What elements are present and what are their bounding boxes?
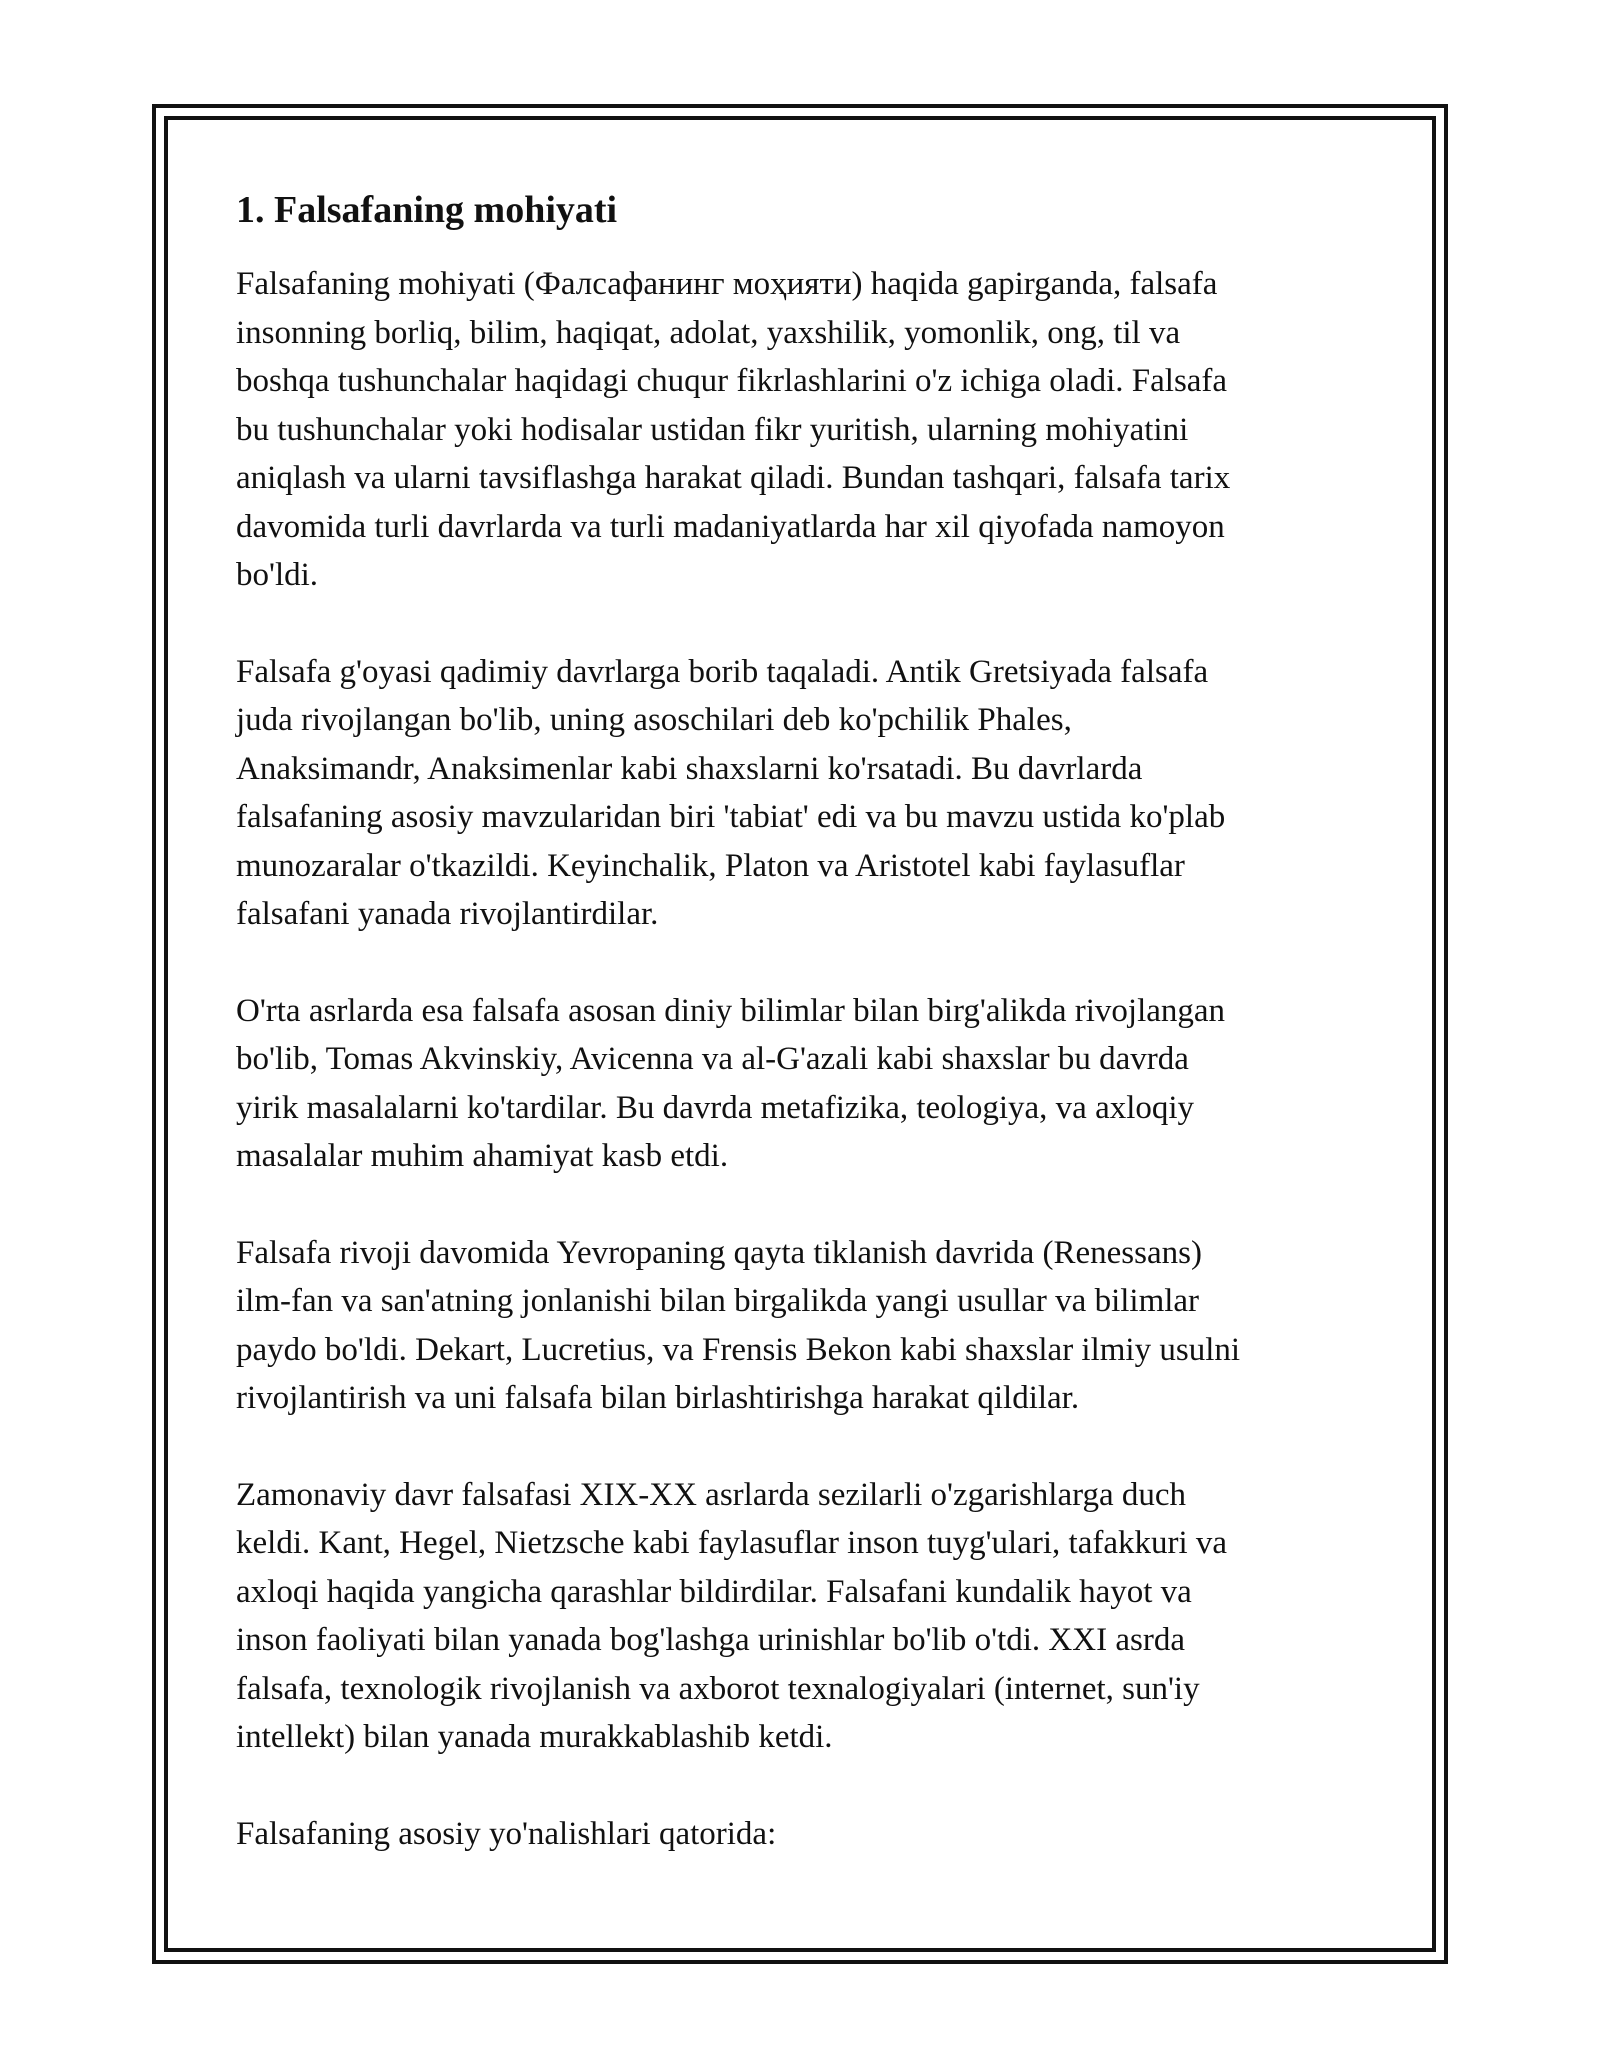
paragraph-3 <box>236 987 1366 1181</box>
paragraph-2 <box>236 648 1366 939</box>
paragraph-line: O'rta asrlarda esa falsafa asosan diniy bilimlar bilan birg'alikda rivojlangan <box>236 992 1226 1029</box>
paragraph-line: davomida turli davrlarda va turli madaniyatlarda har xil qiyofada namoyon <box>236 508 1225 545</box>
paragraph-4 <box>236 1229 1366 1423</box>
paragraph-line: masalalar muhim ahamiyat kasb etdi. <box>236 1138 729 1174</box>
paragraph-line: bo'lib, Tomas Akvinskiy, Avicenna va al-G'azali kabi shaxslar bu davrda <box>236 1041 1189 1077</box>
paragraph-line: bu tushunchalar yoki hodisalar ustidan fikr yuritish, ularning mohiyatini <box>236 411 1189 448</box>
paragraph-line: Zamonaviy davr falsafasi XIX-XX asrlarda sezilarli o'zgarishlarga duch <box>236 1476 1187 1513</box>
paragraph-line: falsafa, texnologik rivojlanish va axborot texnalogiyalari (internet, sun'iy <box>236 1670 1200 1707</box>
paragraph-5 <box>236 1471 1366 1762</box>
paragraph-line: Anaksimandr, Anaksimenlar kabi shaxslarni ko'rsatadi. Bu davrlarda <box>236 750 1143 787</box>
paragraph-line: boshqa tushunchalar haqidagi chuqur fikrlashlarini o'z ichiga oladi. Falsafa <box>236 363 1228 399</box>
section-heading: 1. Falsafaning mohiyati <box>236 189 618 231</box>
paragraph-line: yirik masalalarni ko'tardilar. Bu davrda metafizika, teologiya, va axloqiy <box>236 1089 1195 1126</box>
paragraph-line: paydo bo'ldi. Dekart, Lucretius, va Frensis Bekon kabi shaxslar ilmiy usulni <box>236 1331 1241 1368</box>
paragraph-line: aniqlash va ularni tavsiflashga harakat qiladi. Bundan tashqari, falsafa tarix <box>236 460 1231 496</box>
paragraph-6 <box>236 1810 1366 1859</box>
paragraph-1 <box>236 260 1366 600</box>
paragraph-line: falsafani yanada rivojlantirdilar. <box>236 896 659 932</box>
paragraph-line: ilm-fan va san'atning jonlanishi bilan birgalikda yangi usullar va bilimlar <box>236 1283 1200 1319</box>
paragraph-line: keldi. Kant, Hegel, Nietzsche kabi faylasuflar inson tuyg'ulari, tafakkuri va <box>236 1525 1228 1561</box>
paragraph-line: Falsafaning asosiy yo'nalishlari qatorida: <box>236 1815 777 1852</box>
paragraph-line: inson faoliyati bilan yanada bog'lashga urinishlar bo'lib o'tdi. XXI asrda <box>236 1622 1185 1658</box>
paragraph-line: insonning borliq, bilim, haqiqat, adolat, yaxshilik, yomonlik, ong, til va <box>236 314 1181 351</box>
paragraph-line: Falsafaning mohiyati (Фалсафанинг моҳияти) haqida gapirganda, falsafa <box>236 266 1218 302</box>
paragraph-line: Falsafa g'oyasi qadimiy davrlarga borib taqaladi. Antik Gretsiyada falsafa <box>236 653 1209 690</box>
document-body <box>236 186 1366 1906</box>
paragraph-line: bo'ldi. <box>236 557 319 593</box>
paragraph-line: Falsafa rivoji davomida Yevropaning qayta tiklanish davrida (Renessans) <box>236 1234 1202 1271</box>
paragraph-line: rivojlantirish va uni falsafa bilan birlashtirishga harakat qildilar. <box>236 1380 1080 1416</box>
paragraph-line: munozaralar o'tkazildi. Keyinchalik, Platon va Aristotel kabi faylasuflar <box>236 847 1185 884</box>
paragraph-line: intellekt) bilan yanada murakkablashib ketdi. <box>236 1719 833 1755</box>
paragraph-line: axloqi haqida yangicha qarashlar bildirdilar. Falsafani kundalik hayot va <box>236 1573 1192 1610</box>
paragraph-line: juda rivojlangan bo'lib, uning asoschilari deb ko'pchilik Phales, <box>236 702 1072 738</box>
paragraph-line: falsafaning asosiy mavzularidan biri 'tabiat' edi va bu mavzu ustida ko'plab <box>236 799 1226 835</box>
